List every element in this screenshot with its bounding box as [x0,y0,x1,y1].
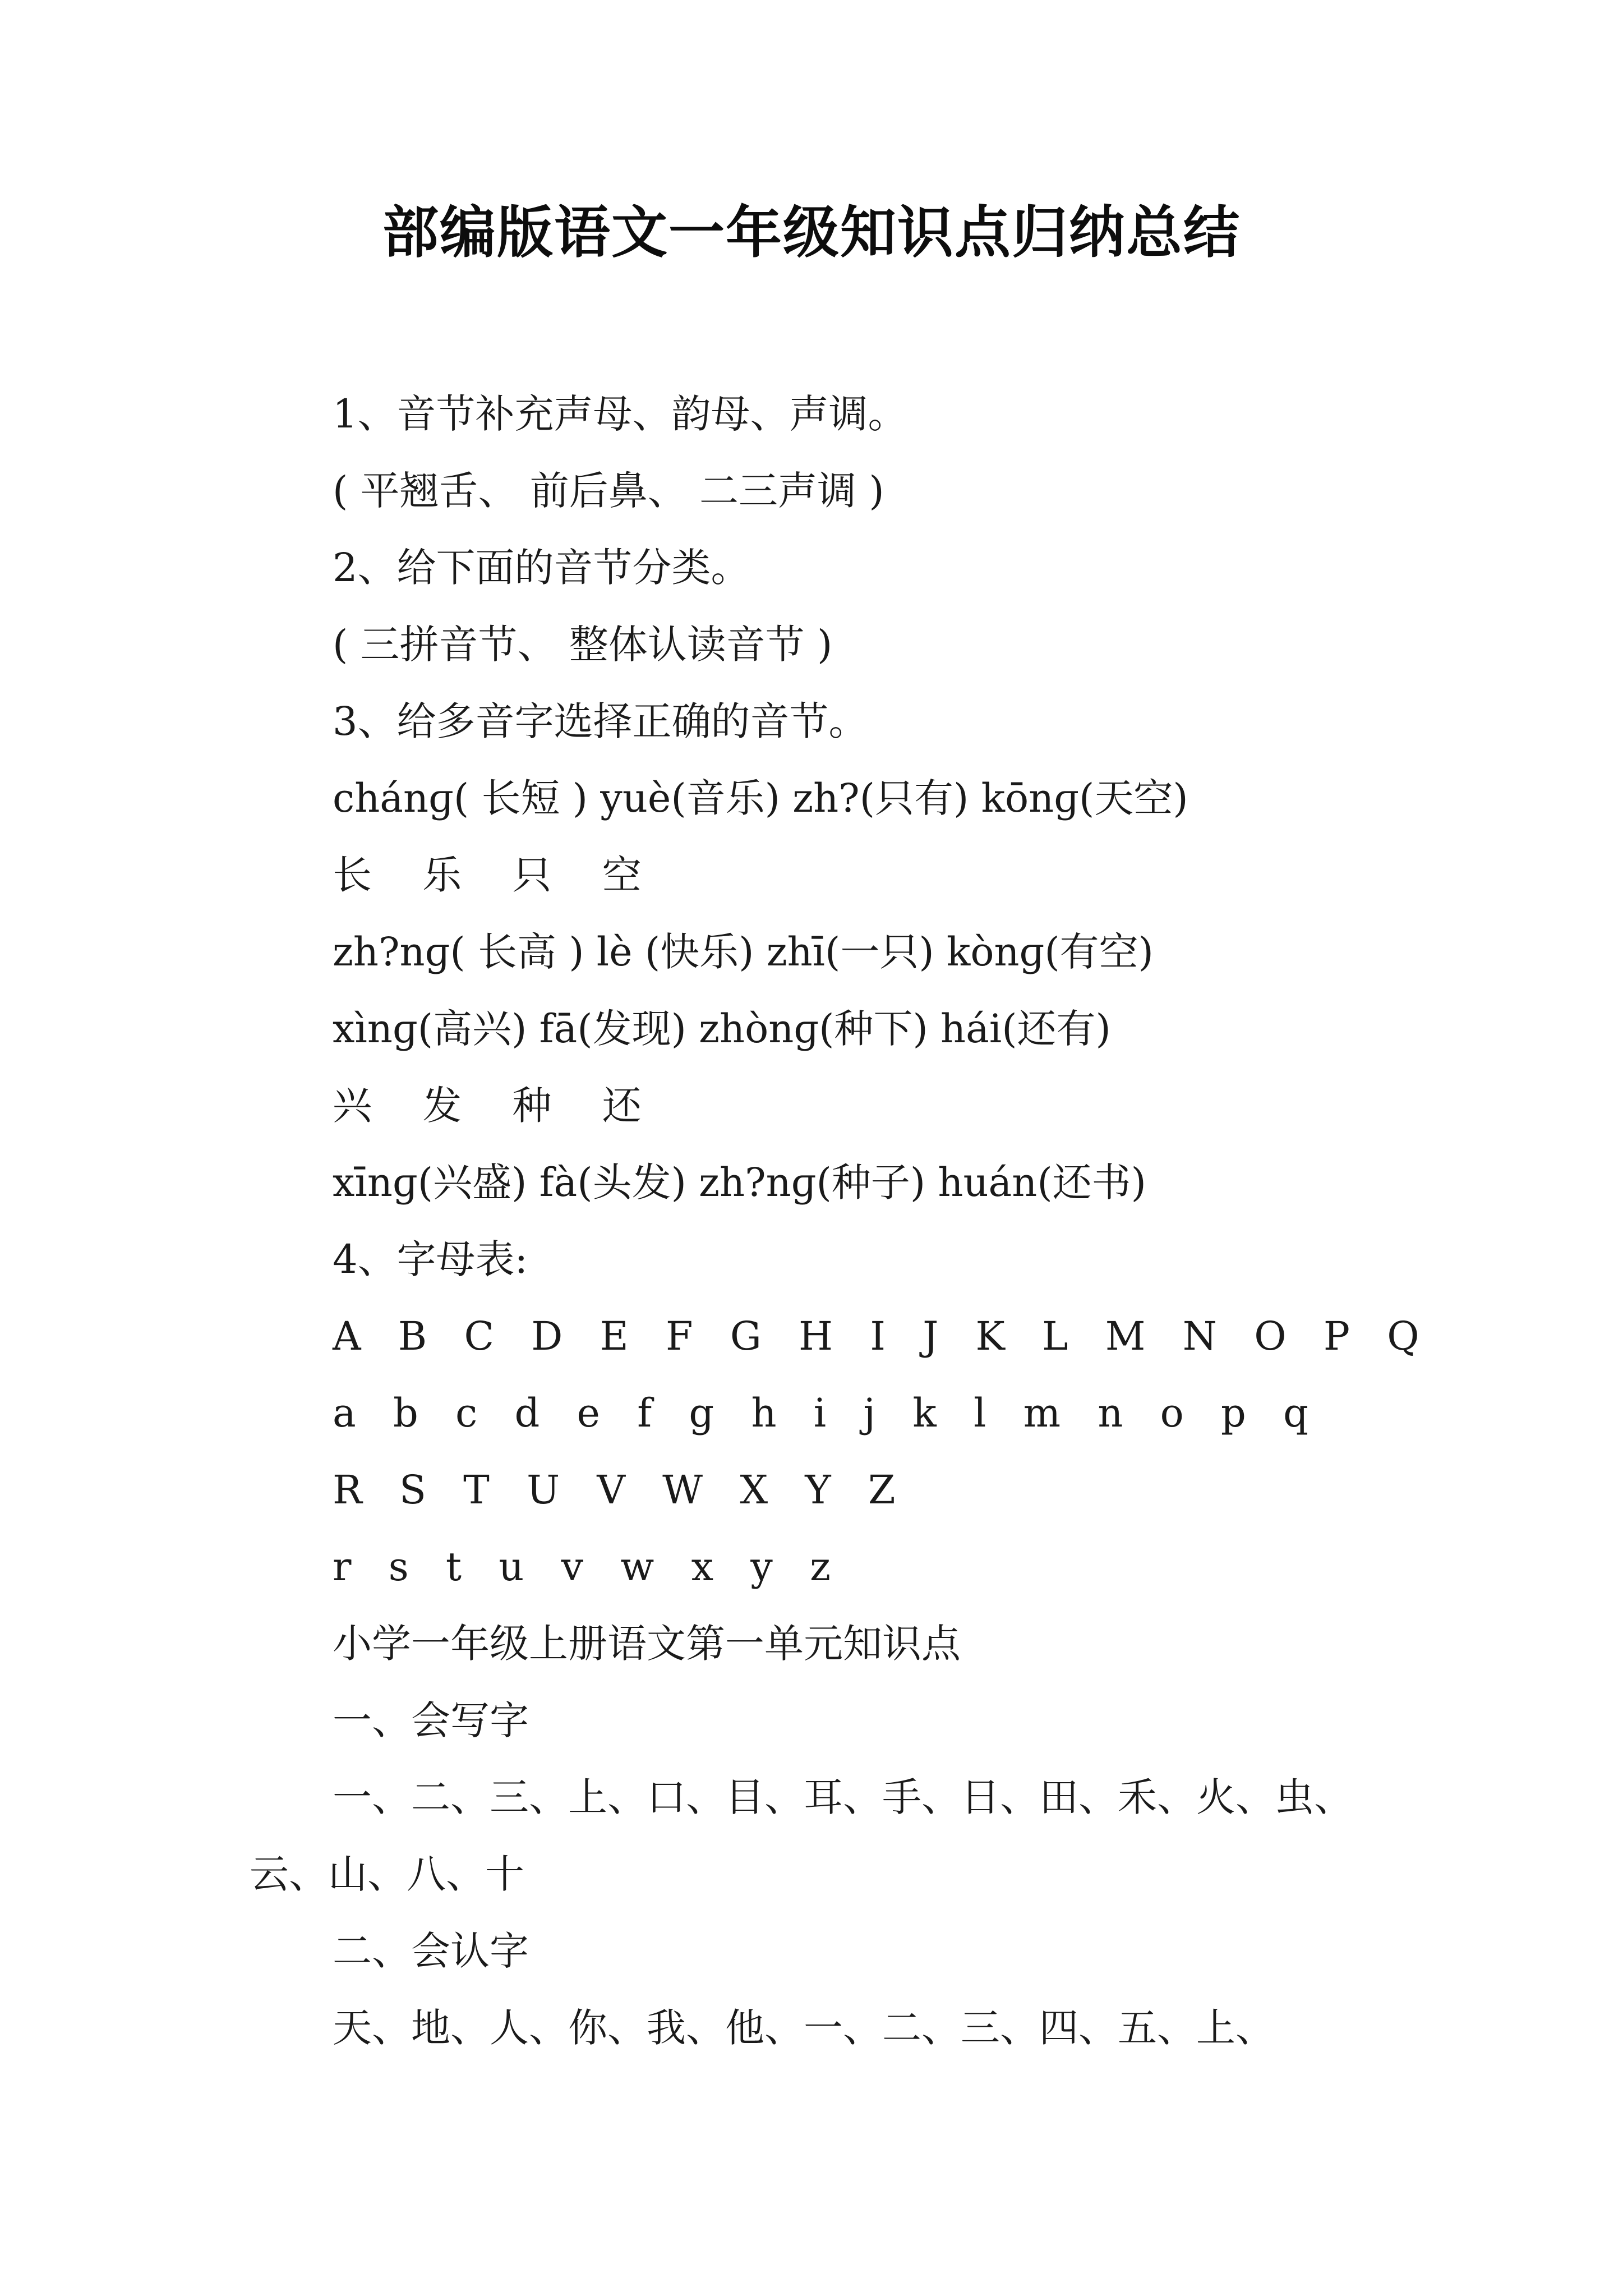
alphabet-lower-1: a b c d e f g h i j k l m n o p q [333,1390,1321,1436]
item-3-heading: 3、给多音字选择正确的音节。 [333,698,868,744]
alphabet-lower-2: r s t u v w x y z [333,1544,843,1590]
document-body [250,376,1432,2067]
polyphonic-chars-2: 兴 发 种 还 [333,1083,661,1129]
write-characters-list: 一、二、三、上、口、目、耳、手、日、田、禾、火、虫、云、山、八、十 [250,1774,1353,1897]
read-characters-list: 天、地、人、你、我、他、一、二、三、四、五、上、 [333,2005,1275,2051]
polyphonic-chars-1: 长 乐 只 空 [333,852,661,898]
item-2-heading: 2、给下面的音节分类。 [333,545,750,591]
section-read-heading: 二、会认字 [333,1928,529,1974]
document-title: 部编版语文一年级知识点归纳总结 [382,200,1241,265]
pinyin-line-4: xīnɡ(兴盛) fà(头发) zh?nɡ(种子) huán(还书) [333,1159,1146,1205]
pinyin-line-2: zh?nɡ( 长高 ) lè (快乐) zhī(一只) kònɡ(有空) [333,929,1154,975]
item-1-heading: 1、音节补充声母、韵母、声调。 [333,391,907,437]
item-1-hint: ( 平翘舌、 前后鼻、 二三声调 ) [333,468,884,514]
unit-1-heading: 小学一年级上册语文第一单元知识点 [333,1621,961,1667]
item-2-hint: ( 三拼音节、 整体认读音节 ) [333,622,833,668]
item-4-heading: 4、字母表: [333,1236,528,1282]
alphabet-upper-2: R S T U V W X Y Z [333,1467,908,1513]
pinyin-line-1: chánɡ( 长短 ) yuè(音乐) zh?(只有) kōnɡ(天空) [333,775,1188,821]
alphabet-upper-1: A B C D E F G H I J K L M N O P Q [333,1313,1432,1359]
pinyin-line-3: xìnɡ(高兴) fā(发现) zhònɡ(种下) hái(还有) [333,1006,1111,1052]
section-write-heading: 一、会写字 [333,1697,529,1743]
